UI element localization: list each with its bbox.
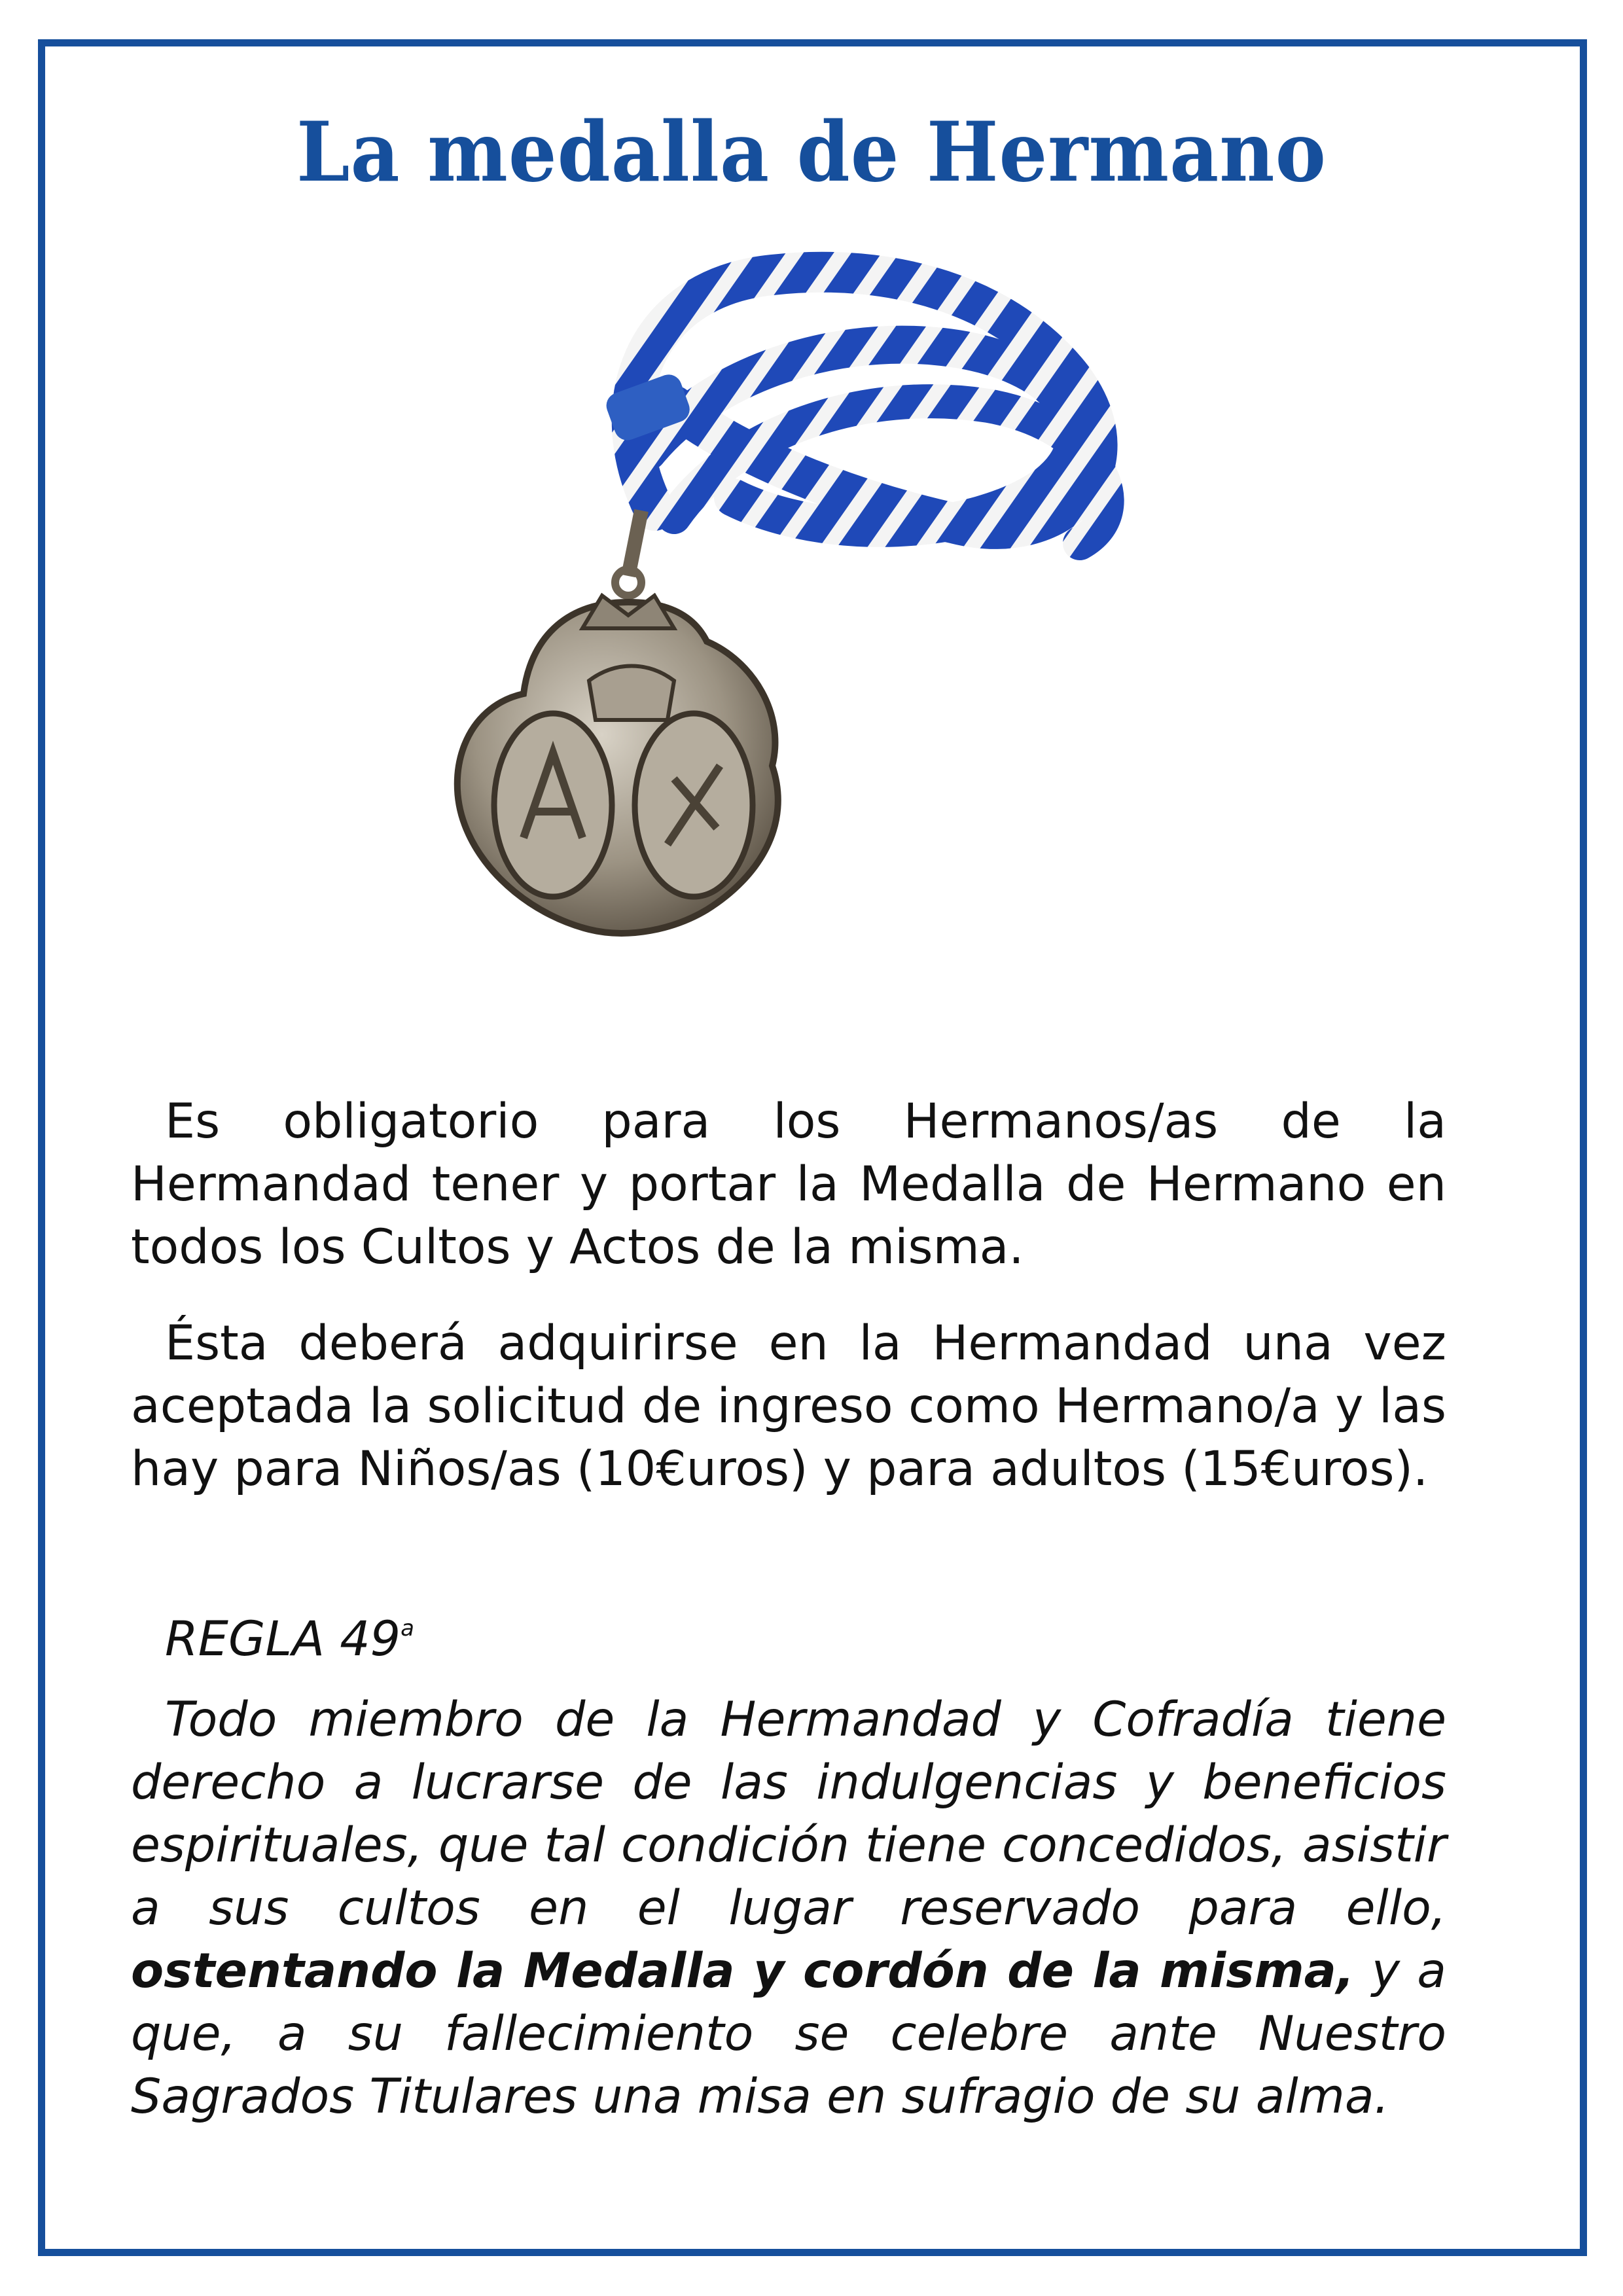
purchase-paragraph-text: Ésta deberá adquirirse en la Hermandad una vez aceptada la solicitud de ingreso como Hermano/a y las hay para Niños/as (10€uros) y para adultos (15€uros). xyxy=(131,1316,1446,1497)
medal xyxy=(457,596,778,933)
rule-text-part1: Todo miembro de la Hermandad y Cofradía tiene derecho a lucrarse de las indulgencias y beneficios espirituales, que tal condición tiene concedidos, asistir a sus cultos en el lugar reservado para ello, xyxy=(131,1692,1446,1936)
cord xyxy=(632,272,1107,543)
medal-with-cord-icon xyxy=(366,236,1217,942)
purchase-paragraph xyxy=(131,1312,1446,1501)
rule-heading xyxy=(131,1597,1446,1671)
rule-paragraph xyxy=(131,1689,1446,2128)
rule-text-part2: y a que, a su fallecimiento se celebre ante Nuestro Sagrados Titulares una misa en sufragio de su alma. xyxy=(131,1943,1446,2125)
rule-text-bold: ostentando la Medalla y cordón de la misma, xyxy=(131,1943,1355,1999)
rule-label: REGLA 49 xyxy=(165,1611,401,1667)
intro-paragraph xyxy=(131,1090,1446,1279)
page-title: La medalla de Hermano xyxy=(296,104,1327,201)
rule-superscript: a xyxy=(401,1615,414,1641)
intro-paragraph-text: Es obligatorio para los Hermanos/as de la Hermandad tener y portar la Medalla de Hermano en todos los Cultos y Actos de la misma. xyxy=(131,1094,1446,1275)
